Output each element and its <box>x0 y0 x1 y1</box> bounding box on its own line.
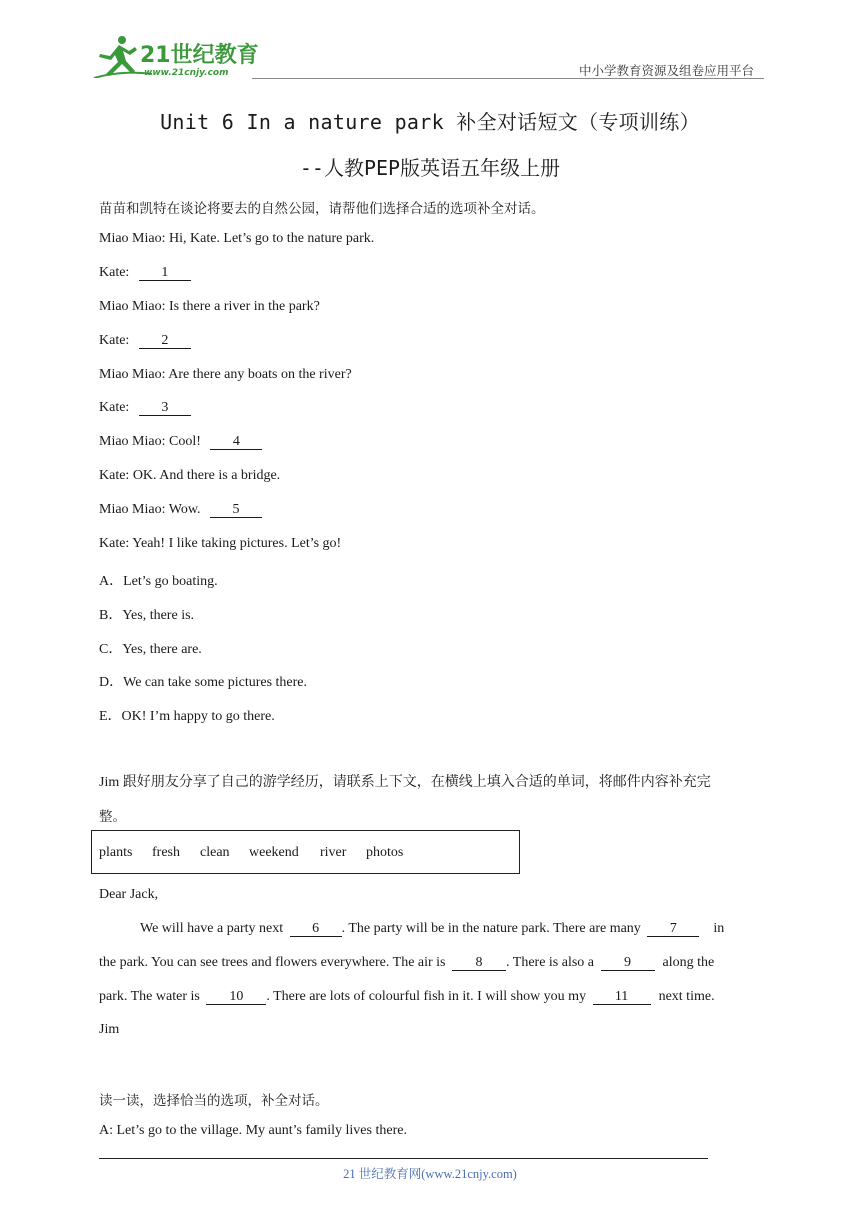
section1-instruction: 苗苗和凯特在谈论将要去的自然公园，请帮他们选择合适的选项补全对话。 <box>99 201 545 217</box>
letter-line: park. The water is 10 . There are lots of colourful fish in it. I will show you my 11 next time. <box>99 989 715 1004</box>
dialogue-line: Miao Miao: Wow. 5 <box>99 502 262 518</box>
dialogue-line: Miao Miao: Is there a river in the park? <box>99 299 320 314</box>
dialogue-line: Miao Miao: Hi, Kate. Let’s go to the nature park. <box>99 231 375 246</box>
page-header <box>92 30 764 78</box>
word-bank-item: river <box>320 845 347 860</box>
answer-blank-6[interactable]: 6 <box>290 921 342 937</box>
section2-instruction-cont: 整。 <box>99 809 126 825</box>
answer-blank-9[interactable]: 9 <box>601 955 655 971</box>
word-bank-item: fresh <box>152 845 180 860</box>
option-c: C．Yes, there are. <box>99 642 202 657</box>
option-d: D．We can take some pictures there. <box>99 675 308 690</box>
answer-blank-1[interactable]: 1 <box>139 265 191 281</box>
option-a: A．Let’s go boating. <box>99 574 218 589</box>
dialogue-line: Kate: 1 <box>99 265 191 281</box>
dialogue-line: Kate: 2 <box>99 333 191 349</box>
footer-divider <box>99 1158 708 1159</box>
logo-url: www.21cnjy.com <box>144 68 229 78</box>
answer-blank-10[interactable]: 10 <box>206 989 266 1005</box>
page-title: Unit 6 In a nature park 补全对话短文（专项训练） <box>160 110 700 134</box>
answer-blank-7[interactable]: 7 <box>647 921 699 937</box>
answer-blank-3[interactable]: 3 <box>139 400 191 416</box>
dialogue-line: Miao Miao: Cool! 4 <box>99 434 262 450</box>
word-bank-item: clean <box>200 845 230 860</box>
letter-line: the park. You can see trees and flowers everywhere. The air is 8 . There is also a 9 along the <box>99 955 715 970</box>
answer-blank-5[interactable]: 5 <box>210 502 262 518</box>
dialogue-line: Kate: Yeah! I like taking pictures. Let’s go! <box>99 536 342 551</box>
letter-line: We will have a party next 6 . The party will be in the nature park. There are many 7 in <box>140 921 725 936</box>
option-e: E．OK! I’m happy to go there. <box>99 709 275 724</box>
word-bank-item: weekend <box>249 845 299 860</box>
letter-greeting: Dear Jack, <box>99 887 159 902</box>
letter-signature: Jim <box>99 1022 120 1037</box>
page-subtitle: --人教PEP版英语五年级上册 <box>299 156 561 180</box>
option-b: B．Yes, there is. <box>99 608 195 623</box>
logo-text: 21世纪教育 <box>140 43 259 68</box>
answer-blank-8[interactable]: 8 <box>452 955 506 971</box>
header-platform-text: 中小学教育资源及组卷应用平台 <box>578 63 754 78</box>
dialogue-line: A: Let’s go to the village. My aunt’s family lives there. <box>99 1123 407 1138</box>
site-logo <box>92 34 262 78</box>
footer-text: 21 世纪教育网(www.21cnjy.com) <box>343 1167 517 1181</box>
dialogue-line: Kate: OK. And there is a bridge. <box>99 468 281 483</box>
header-divider <box>252 78 764 79</box>
answer-blank-4[interactable]: 4 <box>210 434 262 450</box>
dialogue-line: Kate: 3 <box>99 400 191 416</box>
word-bank-item: photos <box>366 845 404 860</box>
dialogue-line: Miao Miao: Are there any boats on the river? <box>99 367 352 382</box>
section3-instruction: 读一读，选择恰当的选项，补全对话。 <box>99 1093 329 1109</box>
word-bank <box>91 830 520 874</box>
answer-blank-2[interactable]: 2 <box>139 333 191 349</box>
answer-blank-11[interactable]: 11 <box>593 989 651 1005</box>
section2-instruction: Jim 跟好朋友分享了自己的游学经历，请联系上下文，在横线上填入合适的单词，将邮件内容补充完 <box>99 775 711 790</box>
word-bank-item: plants <box>99 845 133 860</box>
